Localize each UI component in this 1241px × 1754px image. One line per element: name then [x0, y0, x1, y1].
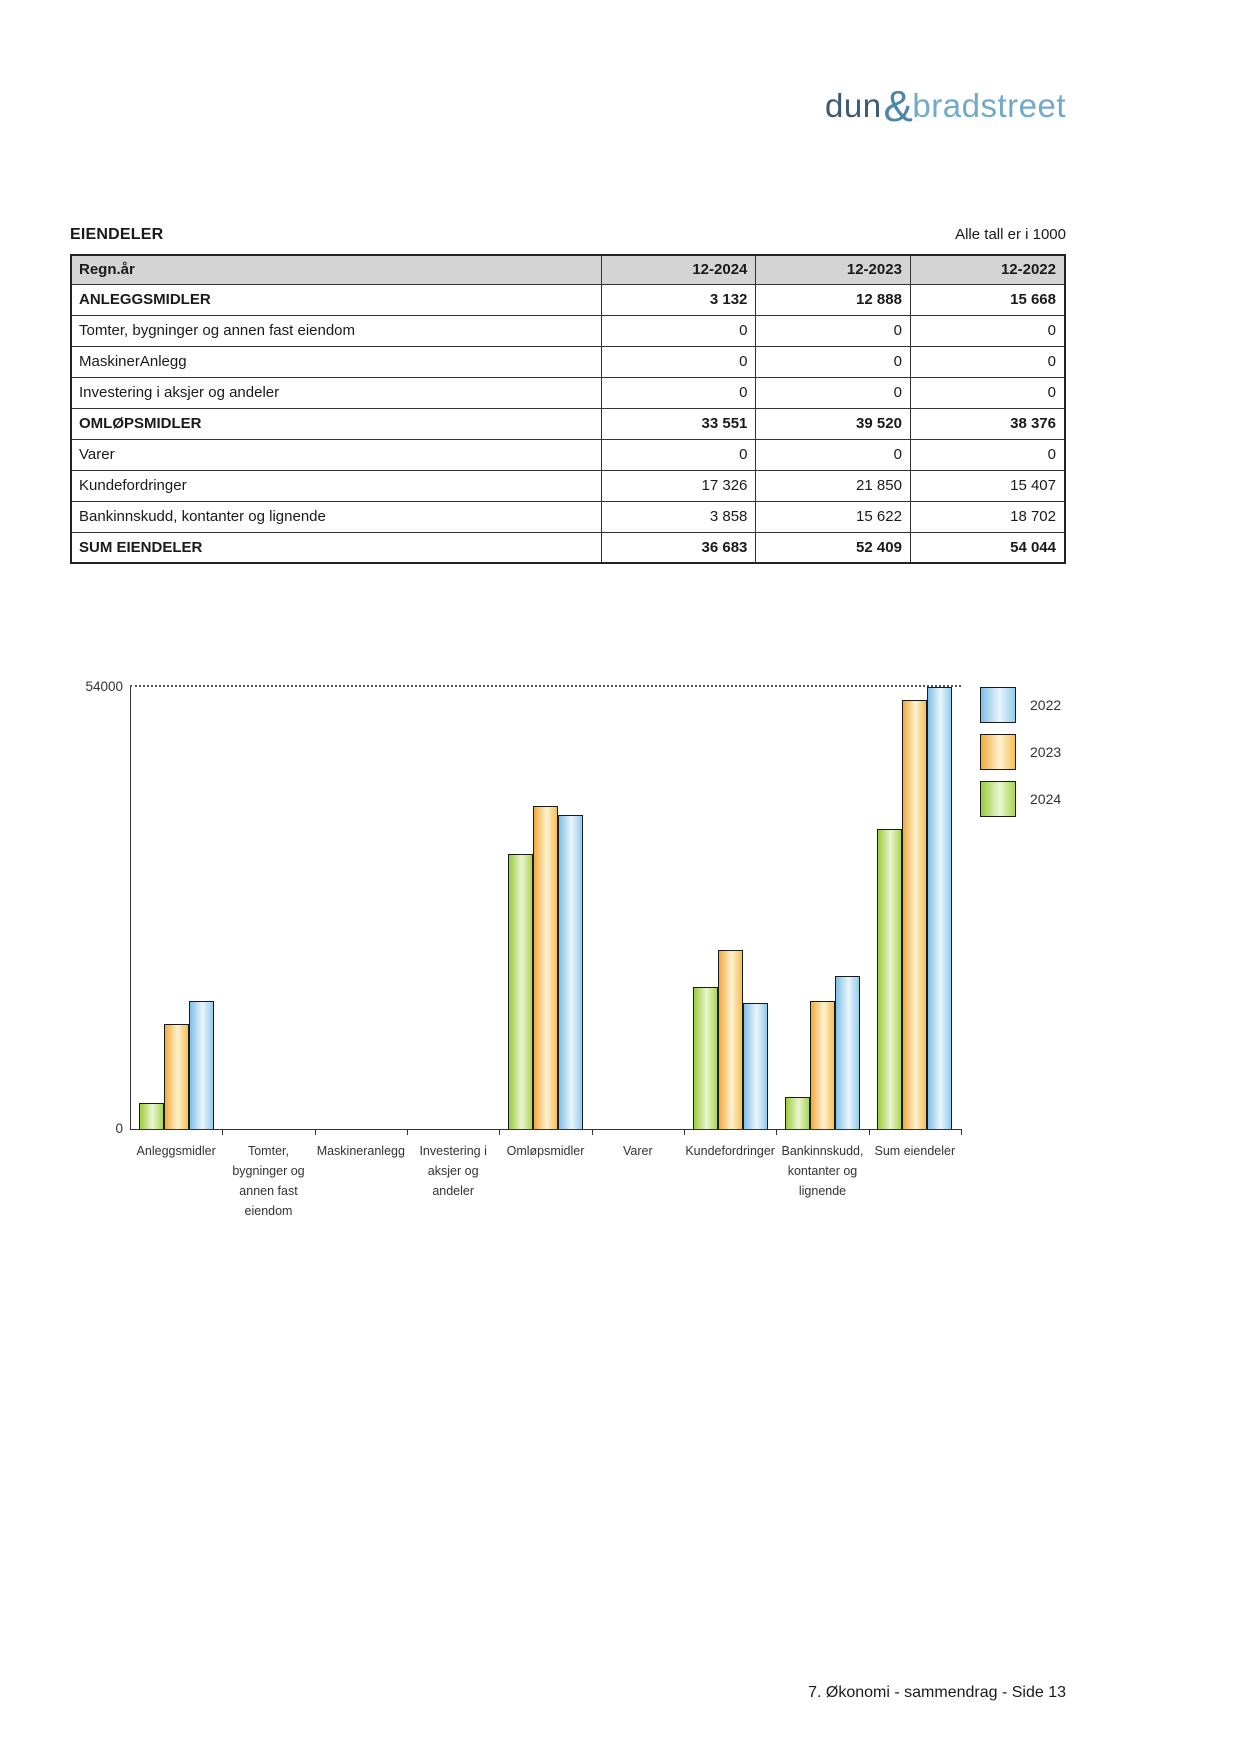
x-axis-label — [222, 1141, 314, 1221]
y-axis-tick-label: 0 — [115, 1121, 123, 1136]
x-axis-tick — [961, 1129, 962, 1135]
row-value: 33 551 — [601, 408, 756, 439]
bar-2023 — [164, 1024, 189, 1129]
table-row — [71, 439, 1065, 470]
table-row — [71, 408, 1065, 439]
row-value: 17 326 — [601, 470, 756, 501]
x-axis — [130, 1129, 961, 1130]
row-value: 39 520 — [756, 408, 911, 439]
row-value: 52 409 — [756, 532, 911, 563]
bar-2022 — [189, 1001, 214, 1129]
row-value: 38 376 — [910, 408, 1065, 439]
x-axis-label-line: eiendom — [244, 1204, 293, 1218]
logo-word-bradstreet: bradstreet — [912, 87, 1066, 124]
row-label: Tomter, bygninger og annen fast eiendom — [71, 315, 601, 346]
table-row — [71, 284, 1065, 315]
y-axis — [130, 687, 131, 1129]
x-axis-label-line: Investering i — [419, 1144, 487, 1158]
assets-table-body — [71, 284, 1065, 563]
x-axis-label — [315, 1141, 407, 1161]
x-axis-tick — [315, 1129, 316, 1135]
table-header-cell: 12-2023 — [756, 255, 911, 284]
row-value: 3 132 — [601, 284, 756, 315]
row-label: SUM EIENDELER — [71, 532, 601, 563]
row-value: 0 — [756, 346, 911, 377]
row-value: 0 — [756, 315, 911, 346]
bar-2022 — [558, 815, 583, 1129]
table-header-cell: 12-2022 — [910, 255, 1065, 284]
bar-2022 — [927, 687, 952, 1129]
x-axis-label-line: Anleggsmidler — [136, 1144, 216, 1158]
row-value: 0 — [601, 377, 756, 408]
row-value: 15 668 — [910, 284, 1065, 315]
row-value: 0 — [910, 315, 1065, 346]
row-value: 36 683 — [601, 532, 756, 563]
x-axis-tick — [869, 1129, 870, 1135]
legend-label-2023: 2023 — [1030, 744, 1062, 760]
legend-swatch-2022 — [980, 687, 1016, 723]
x-axis-label-line: Kundefordringer — [685, 1144, 775, 1158]
bar-2023 — [810, 1001, 835, 1129]
row-label: Investering i aksjer og andeler — [71, 377, 601, 408]
row-label: Bankinnskudd, kontanter og lignende — [71, 501, 601, 532]
row-value: 0 — [910, 346, 1065, 377]
row-label: OMLØPSMIDLER — [71, 408, 601, 439]
bar-2022 — [835, 976, 860, 1129]
x-axis-label-line: Omløpsmidler — [506, 1144, 585, 1158]
gridline-ymax — [130, 685, 961, 687]
x-axis-tick — [684, 1129, 685, 1135]
bar-2024 — [877, 829, 902, 1129]
bar-2023 — [533, 806, 558, 1129]
x-axis-label — [592, 1141, 684, 1161]
table-row — [71, 532, 1065, 563]
section-header — [70, 226, 1066, 244]
row-label: Kundefordringer — [71, 470, 601, 501]
row-value: 3 858 — [601, 501, 756, 532]
x-axis-label-line: andeler — [432, 1184, 475, 1198]
x-axis-tick — [776, 1129, 777, 1135]
x-axis-label — [684, 1141, 776, 1161]
table-row — [71, 501, 1065, 532]
row-label: ANLEGGSMIDLER — [71, 284, 601, 315]
table-header-cell: Regn.år — [71, 255, 601, 284]
x-axis-tick — [407, 1129, 408, 1135]
row-value: 15 407 — [910, 470, 1065, 501]
bar-2022 — [743, 1003, 768, 1129]
table-row — [71, 315, 1065, 346]
x-axis-label-line: Sum eiendeler — [874, 1144, 956, 1158]
x-axis-label — [869, 1141, 961, 1161]
units-note: Alle tall er i 1000 — [955, 226, 1066, 243]
legend-label-2024: 2024 — [1030, 791, 1062, 807]
legend-label-2022: 2022 — [1030, 697, 1062, 713]
row-value: 0 — [756, 377, 911, 408]
row-value: 15 622 — [756, 501, 911, 532]
logo-word-dun: dun — [824, 87, 882, 124]
x-axis-label-line: Bankinnskudd, — [781, 1144, 864, 1158]
legend-swatch-2024 — [980, 781, 1016, 817]
section-title: EIENDELER — [70, 226, 164, 243]
table-row — [71, 346, 1065, 377]
row-value: 0 — [601, 439, 756, 470]
row-value: 0 — [601, 346, 756, 377]
x-axis-label-line: aksjer og — [427, 1164, 479, 1178]
dun-bradstreet-logo — [824, 78, 1066, 131]
row-label: Varer — [71, 439, 601, 470]
x-axis-tick — [222, 1129, 223, 1135]
logo-ampersand-icon: & — [883, 82, 914, 131]
row-value: 0 — [756, 439, 911, 470]
row-value: 0 — [910, 377, 1065, 408]
x-axis-label — [499, 1141, 591, 1161]
x-axis-label — [776, 1141, 868, 1201]
x-axis-label-line: Maskineranlegg — [316, 1144, 405, 1158]
x-axis-tick — [592, 1129, 593, 1135]
x-axis-label-line: kontanter og — [787, 1164, 858, 1178]
bar-2024 — [693, 987, 718, 1129]
page-footer: 7. Økonomi - sammendrag - Side 13 — [808, 1684, 1066, 1701]
x-axis-label — [130, 1141, 222, 1161]
table-row — [71, 377, 1065, 408]
row-value: 21 850 — [756, 470, 911, 501]
bar-2024 — [785, 1097, 810, 1129]
x-axis-label-line: lignende — [798, 1184, 847, 1198]
x-axis-label-line: Tomter, — [247, 1144, 289, 1158]
bar-2024 — [508, 854, 533, 1129]
x-axis-label-line: Varer — [623, 1144, 653, 1158]
row-value: 0 — [910, 439, 1065, 470]
x-axis-label — [407, 1141, 499, 1201]
bar-2023 — [902, 700, 927, 1129]
row-value: 0 — [601, 315, 756, 346]
row-value: 54 044 — [910, 532, 1065, 563]
x-axis-label-line: annen fast — [239, 1184, 298, 1198]
x-axis-label-line: bygninger og — [232, 1164, 305, 1178]
row-value: 12 888 — [756, 284, 911, 315]
x-axis-tick — [499, 1129, 500, 1135]
bar-2024 — [139, 1103, 164, 1129]
table-row — [71, 470, 1065, 501]
row-value: 18 702 — [910, 501, 1065, 532]
assets-table — [70, 254, 1066, 564]
assets-table-head — [71, 255, 1065, 284]
y-axis-tick-label: 54000 — [85, 679, 123, 694]
bar-2023 — [718, 950, 743, 1129]
row-label: MaskinerAnlegg — [71, 346, 601, 377]
legend-swatch-2023 — [980, 734, 1016, 770]
table-header-cell: 12-2024 — [601, 255, 756, 284]
